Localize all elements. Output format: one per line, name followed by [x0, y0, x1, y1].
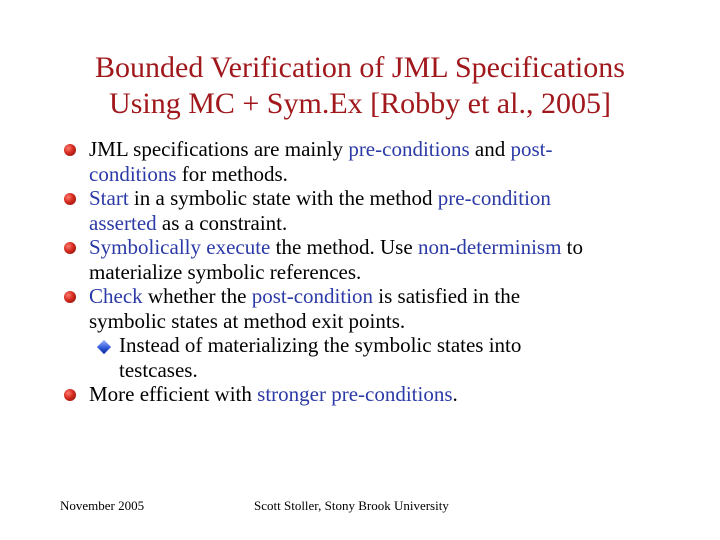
text-run: to	[561, 235, 584, 259]
footer-author: Scott Stoller, Stony Brook University	[254, 498, 449, 513]
red-ball-bullet-icon	[64, 242, 76, 254]
blue-diamond-bullet-icon	[97, 340, 111, 354]
text-run: the method. Use	[270, 235, 418, 259]
bullet-text	[89, 382, 700, 407]
text-run: for methods.	[176, 161, 288, 186]
footer-date: November 2005	[60, 498, 145, 513]
bullet-item-1	[60, 137, 700, 186]
bullet-item-5	[60, 382, 700, 407]
bullet-item-3	[60, 235, 700, 284]
text-run: and	[469, 137, 511, 161]
text-run: whether the	[142, 284, 252, 308]
bullet-item-4	[60, 284, 700, 333]
bullet-item-2	[60, 186, 700, 235]
text-run: testcases.	[119, 357, 198, 382]
text-run: as a constraint.	[156, 210, 288, 235]
title-line-2: Using MC + Sym.Ex [Robby et al., 2005]	[109, 87, 611, 120]
text-run: in a symbolic state with the method	[128, 186, 438, 210]
sub-bullet-text	[119, 333, 521, 382]
highlighted-term: post-condition	[251, 284, 374, 308]
text-run: symbolic states at method exit points.	[89, 308, 406, 333]
red-ball-bullet-icon	[64, 193, 76, 205]
bullet-text	[89, 137, 700, 186]
text-run: Instead of materializing the symbolic states into	[119, 333, 522, 357]
text-run: .	[452, 382, 458, 406]
red-ball-bullet-icon	[64, 144, 76, 156]
text-run: More efficient with	[89, 382, 258, 406]
bullet-text	[89, 186, 700, 235]
highlighted-term: Check	[89, 284, 143, 308]
highlighted-term: non-determinism	[417, 235, 562, 259]
slide-title	[30, 50, 690, 122]
highlighted-term: asserted	[89, 210, 157, 235]
highlighted-term: stronger pre-conditions	[257, 382, 453, 406]
bullet-list	[60, 137, 700, 407]
red-ball-bullet-icon	[64, 389, 76, 401]
red-ball-bullet-icon	[64, 291, 76, 303]
text-run: materialize symbolic references.	[89, 259, 362, 284]
highlighted-term: pre-conditions	[348, 137, 470, 161]
highlighted-term: conditions	[89, 161, 177, 186]
text-run: JML specifications are mainly	[89, 137, 349, 161]
title-line-1: Bounded Verification of JML Specifications	[95, 51, 625, 84]
bullet-text	[89, 284, 700, 333]
text-run: is satisfied in the	[373, 284, 521, 308]
highlighted-term: Start	[89, 186, 129, 210]
highlighted-term: post-	[510, 137, 553, 161]
highlighted-term: Symbolically execute	[89, 235, 271, 259]
bullet-text	[89, 235, 700, 284]
highlighted-term: pre-condition	[437, 186, 551, 210]
sub-bullet-item	[60, 333, 700, 382]
